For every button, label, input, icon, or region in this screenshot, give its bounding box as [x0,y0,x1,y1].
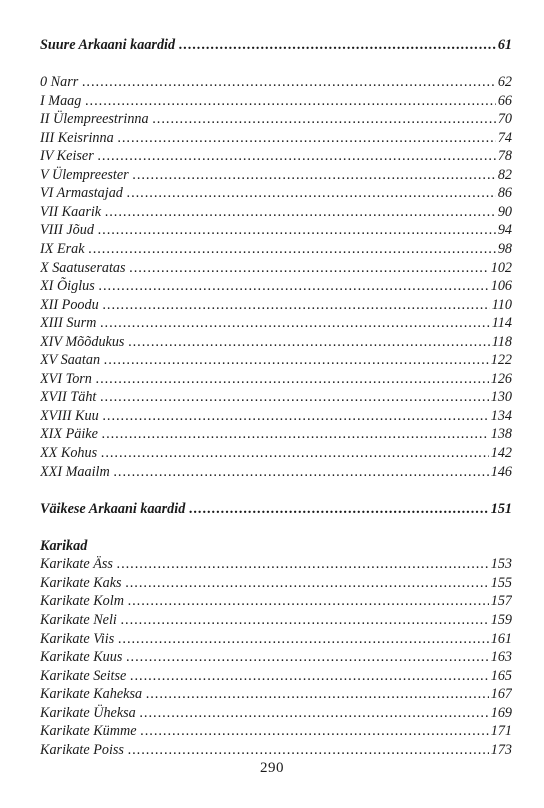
toc-entry [40,351,512,370]
toc-entry-page: 86 [497,185,512,202]
toc-entry [40,741,512,760]
toc-entry [40,722,512,741]
toc-heading-page: 61 [497,37,512,53]
toc-heading-page: 151 [490,500,512,517]
suit-title: Karikad [40,537,88,554]
toc-entry [40,129,512,148]
toc-entry [40,630,512,649]
spacer [40,55,512,74]
toc-entry-label: XIII Surm [40,315,97,332]
toc-entry-page: 74 [497,129,512,146]
toc-entry-label: Karikate Seitse [40,667,127,684]
toc-entry [40,370,512,389]
toc-entry-page: 122 [490,352,512,369]
toc-entry-label: III Keisrinna [40,129,114,146]
toc-entry-label: XV Saatan [40,352,101,369]
dot-leader [98,147,496,166]
toc-entry-label: I Maag [40,92,82,109]
toc-entry [40,240,512,259]
dot-leader [117,555,489,574]
toc-entry-label: Karikate Viis [40,630,115,647]
dot-leader [128,333,489,352]
dot-leader [130,259,489,278]
toc-entry-label: XVII Täht [40,389,97,406]
toc-entry-page: 102 [490,259,512,276]
toc-entry [40,685,512,704]
toc-entry [40,611,512,630]
toc-entry-page: 173 [490,741,512,758]
toc-entry-label: Karikate Üheksa [40,704,136,721]
toc-entry-page: 106 [490,278,512,295]
toc-entry [40,184,512,203]
toc-entry-page: 146 [490,463,512,480]
toc-entry-page: 130 [490,389,512,406]
toc-heading-major-arcana [40,36,512,55]
dot-leader [146,685,489,704]
toc-entry-label: II Ülempreestrinna [40,111,149,128]
dot-leader [100,388,488,407]
toc-entry [40,259,512,278]
toc-entry [40,333,512,352]
toc-entry-page: 110 [491,296,512,313]
dot-leader [153,110,496,129]
dot-leader [179,36,496,55]
dot-leader [118,129,496,148]
toc-entry-page: 171 [490,723,512,740]
toc-entry [40,314,512,333]
toc-entry-page: 90 [497,203,512,220]
toc-entry-label: XI Õiglus [40,278,95,295]
dot-leader [118,630,489,649]
table-of-contents [40,36,512,759]
toc-entry-page: 134 [490,407,512,424]
toc-entry-page: 153 [490,556,512,573]
page-number: 290 [260,760,284,776]
toc-entry-label: VI Armastajad [40,185,123,202]
toc-entry-page: 159 [490,611,512,628]
toc-entry-page: 163 [490,649,512,666]
toc-heading-label: Suure Arkaani kaardid [40,37,176,53]
toc-entry [40,407,512,426]
toc-entry-label: XVI Torn [40,370,92,387]
dot-leader [126,648,488,667]
toc-entry-page: 66 [497,92,512,109]
toc-entry-label: XX Kohus [40,445,98,462]
toc-entry [40,425,512,444]
spacer [40,518,512,537]
dot-leader [121,611,489,630]
toc-entry-page: 165 [490,667,512,684]
toc-entry-page: 82 [497,166,512,183]
toc-entry-page: 98 [497,241,512,258]
toc-entry-page: 78 [497,148,512,165]
toc-entry-label: X Saatuseratas [40,259,126,276]
toc-entry-page: 161 [490,630,512,647]
toc-entry [40,592,512,611]
major-arcana-list [40,73,512,481]
toc-entry-label: XXI Maailm [40,463,110,480]
toc-entry [40,704,512,723]
toc-entry [40,574,512,593]
toc-entry-label: Karikate Kaks [40,574,122,591]
toc-entry [40,166,512,185]
dot-leader [85,92,495,111]
toc-entry [40,444,512,463]
toc-entry [40,92,512,111]
dot-leader [101,444,489,463]
toc-entry-label: Karikate Kolm [40,593,124,610]
toc-entry [40,388,512,407]
dot-leader [127,184,496,203]
toc-entry-page: 62 [497,74,512,91]
toc-entry-page: 167 [490,686,512,703]
toc-entry-label: XII Poodu [40,296,99,313]
spacer [40,481,512,500]
dot-leader [126,574,489,593]
toc-heading-minor-arcana [40,500,512,519]
toc-entry-label: Karikate Poiss [40,741,124,758]
toc-entry-page: 169 [490,704,512,721]
toc-entry [40,203,512,222]
dot-leader [105,203,496,222]
dot-leader [103,407,489,426]
toc-entry-label: Karikate Äss [40,556,113,573]
toc-heading-label: Väikese Arkaani kaardid [40,500,186,517]
toc-entry [40,555,512,574]
toc-entry-page: 114 [491,315,512,332]
dot-leader [103,296,490,315]
toc-entry-label: Karikate Neli [40,611,117,628]
toc-entry-page: 126 [490,370,512,387]
dot-leader [89,240,496,259]
toc-entry-page: 94 [497,222,512,239]
toc-entry [40,296,512,315]
dot-leader [100,314,489,333]
dot-leader [98,221,496,240]
dot-leader [96,370,489,389]
toc-entry-page: 155 [490,574,512,591]
toc-entry-page: 138 [490,426,512,443]
toc-entry-label: IX Erak [40,241,85,258]
toc-entry-label: Karikate Kaheksa [40,686,143,703]
toc-entry [40,648,512,667]
toc-entry [40,277,512,296]
toc-entry [40,667,512,686]
toc-entry-page: 70 [497,111,512,128]
toc-entry-label: VII Kaarik [40,203,102,220]
toc-entry-page: 118 [491,333,512,350]
dot-leader [82,73,496,92]
toc-entry-label: 0 Narr [40,74,79,91]
dot-leader [128,741,489,760]
toc-entry-label: XIX Päike [40,426,98,443]
toc-entry [40,147,512,166]
toc-entry-label: IV Keiser [40,148,94,165]
dot-leader [140,704,489,723]
dot-leader [114,463,489,482]
dot-leader [99,277,489,296]
toc-entry [40,221,512,240]
dot-leader [130,667,488,686]
dot-leader [104,351,489,370]
toc-entry-page: 142 [490,445,512,462]
cups-suit-list [40,555,512,759]
dot-leader [141,722,489,741]
dot-leader [102,425,489,444]
toc-entry-label: Karikate Kuus [40,649,123,666]
toc-entry-page: 157 [490,593,512,610]
toc-entry-label: XVIII Kuu [40,407,99,424]
toc-entry-label: XIV Mõõdukus [40,333,125,350]
toc-entry [40,463,512,482]
toc-entry-label: Karikate Kümme [40,723,137,740]
toc-entry [40,110,512,129]
toc-entry-label: VIII Jõud [40,222,94,239]
dot-leader [133,166,496,185]
dot-leader [128,592,489,611]
dot-leader [189,500,488,519]
toc-entry [40,73,512,92]
toc-entry-label: V Ülempreester [40,166,129,183]
